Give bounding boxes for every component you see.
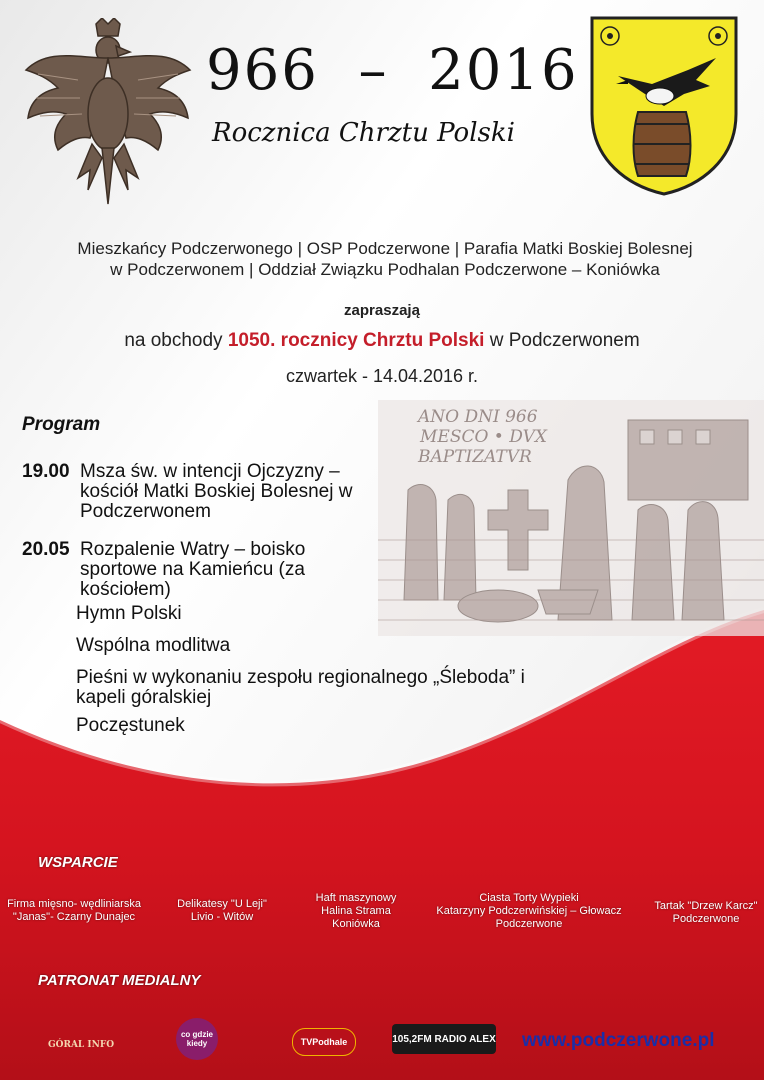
support-label: WSPARCIE	[38, 854, 118, 871]
radio-alex-logo-text: 105,2FM RADIO ALEX	[392, 1033, 496, 1045]
relief-inscription-1: ANO DNI 966	[418, 407, 538, 427]
village-coat-of-arms	[588, 14, 740, 196]
co-gdzie-kiedy-logo	[176, 1018, 218, 1060]
organizers-line-1: Mieszkańcy Podczerwonego | OSP Podczerwone | Parafia Matki Boskiej Bolesnej	[77, 239, 693, 258]
sponsor-item	[420, 892, 638, 931]
media-label: PATRONAT MEDIALNY	[38, 972, 201, 989]
goral-info-logo	[36, 1030, 126, 1060]
relief-inscription-2: MESCO • DVX	[420, 427, 547, 447]
organizers-text	[30, 238, 740, 280]
program-item-time: 20.05	[22, 539, 70, 560]
program-sub-item: Hymn Polski	[76, 603, 182, 624]
sponsor-line-2: Livio - Witów	[190, 911, 254, 923]
website-link[interactable]: www.podczerwone.pl	[522, 1030, 715, 1051]
program-item-desc: Rozpalenie Watry – boisko sportowe na Kamieńcu (za kościołem)	[80, 539, 306, 600]
sponsor-line-1: Ciasta Torty Wypieki	[479, 892, 579, 904]
sponsor-line-2: Katarzyny Podczerwińskiej – Głowacz	[436, 905, 622, 917]
sponsor-line-1: Delikatesy "U Leji"	[177, 898, 267, 910]
invite-text: zapraszają	[344, 302, 420, 319]
goral-info-logo-text: GÓRAL INFO	[47, 1040, 115, 1050]
program-sub-item: Wspólna modlitwa	[76, 635, 231, 656]
sponsor-line-2: "Janas"- Czarny Dunajec	[12, 911, 136, 923]
organizers-line-2: w Podczerwonem | Oddział Związku Podhalan Podczerwone – Koniówka	[110, 260, 660, 279]
program-sub-item: Poczęstunek	[76, 715, 185, 736]
program-sub-item: Pieśni w wykonaniu zespołu regionalnego „Śleboda” i kapeli góralskiej	[76, 667, 525, 708]
occasion-after: w Podczerwonem	[484, 330, 640, 351]
sponsor-line-3: Koniówka	[332, 918, 380, 930]
relief-inscription-3: BAPTIZATVR	[418, 447, 532, 467]
tv-podhale-logo-text: TVPodhale	[300, 1037, 348, 1047]
event-date: czwartek - 14.04.2016 r.	[285, 366, 479, 386]
program-item	[22, 540, 382, 604]
baptism-relief-image	[378, 400, 764, 636]
program-item	[22, 462, 382, 526]
white-eagle-emblem	[18, 18, 198, 208]
sponsor-line-1: Tartak "Drzew Karcz"	[654, 900, 758, 912]
co-gdzie-kiedy-logo-text: co gdzie kiedy	[180, 1030, 213, 1048]
program-title: Program	[22, 414, 101, 435]
sponsor-line-1: Firma mięsno- wędliniarska	[7, 898, 141, 910]
program-item-time: 19.00	[22, 461, 70, 482]
sponsor-line-2: Halina Strama	[321, 905, 391, 917]
radio-alex-logo	[392, 1024, 496, 1054]
sponsor-item	[0, 898, 148, 924]
occasion-accent: 1050. rocznicy Chrztu Polski	[227, 330, 485, 351]
occasion-before: na obchody	[124, 330, 228, 351]
sponsor-line-1: Haft maszynowy	[315, 892, 397, 904]
anniversary-years: 966 – 2016	[206, 38, 579, 103]
sponsor-line-2: Podczerwone	[672, 913, 740, 925]
anniversary-subtitle: Rocznica Chrztu Polski	[212, 118, 515, 148]
sponsor-item	[296, 892, 416, 931]
tv-podhale-logo	[292, 1028, 356, 1056]
program-item-desc: Msza św. w intencji Ojczyzny – kościół Matki Boskiej Bolesnej w Podczerwonem	[80, 461, 353, 522]
sponsor-item	[648, 900, 764, 926]
sponsor-item	[160, 898, 284, 924]
occasion-text	[0, 330, 764, 352]
sponsor-line-3: Podczerwone	[495, 918, 563, 930]
